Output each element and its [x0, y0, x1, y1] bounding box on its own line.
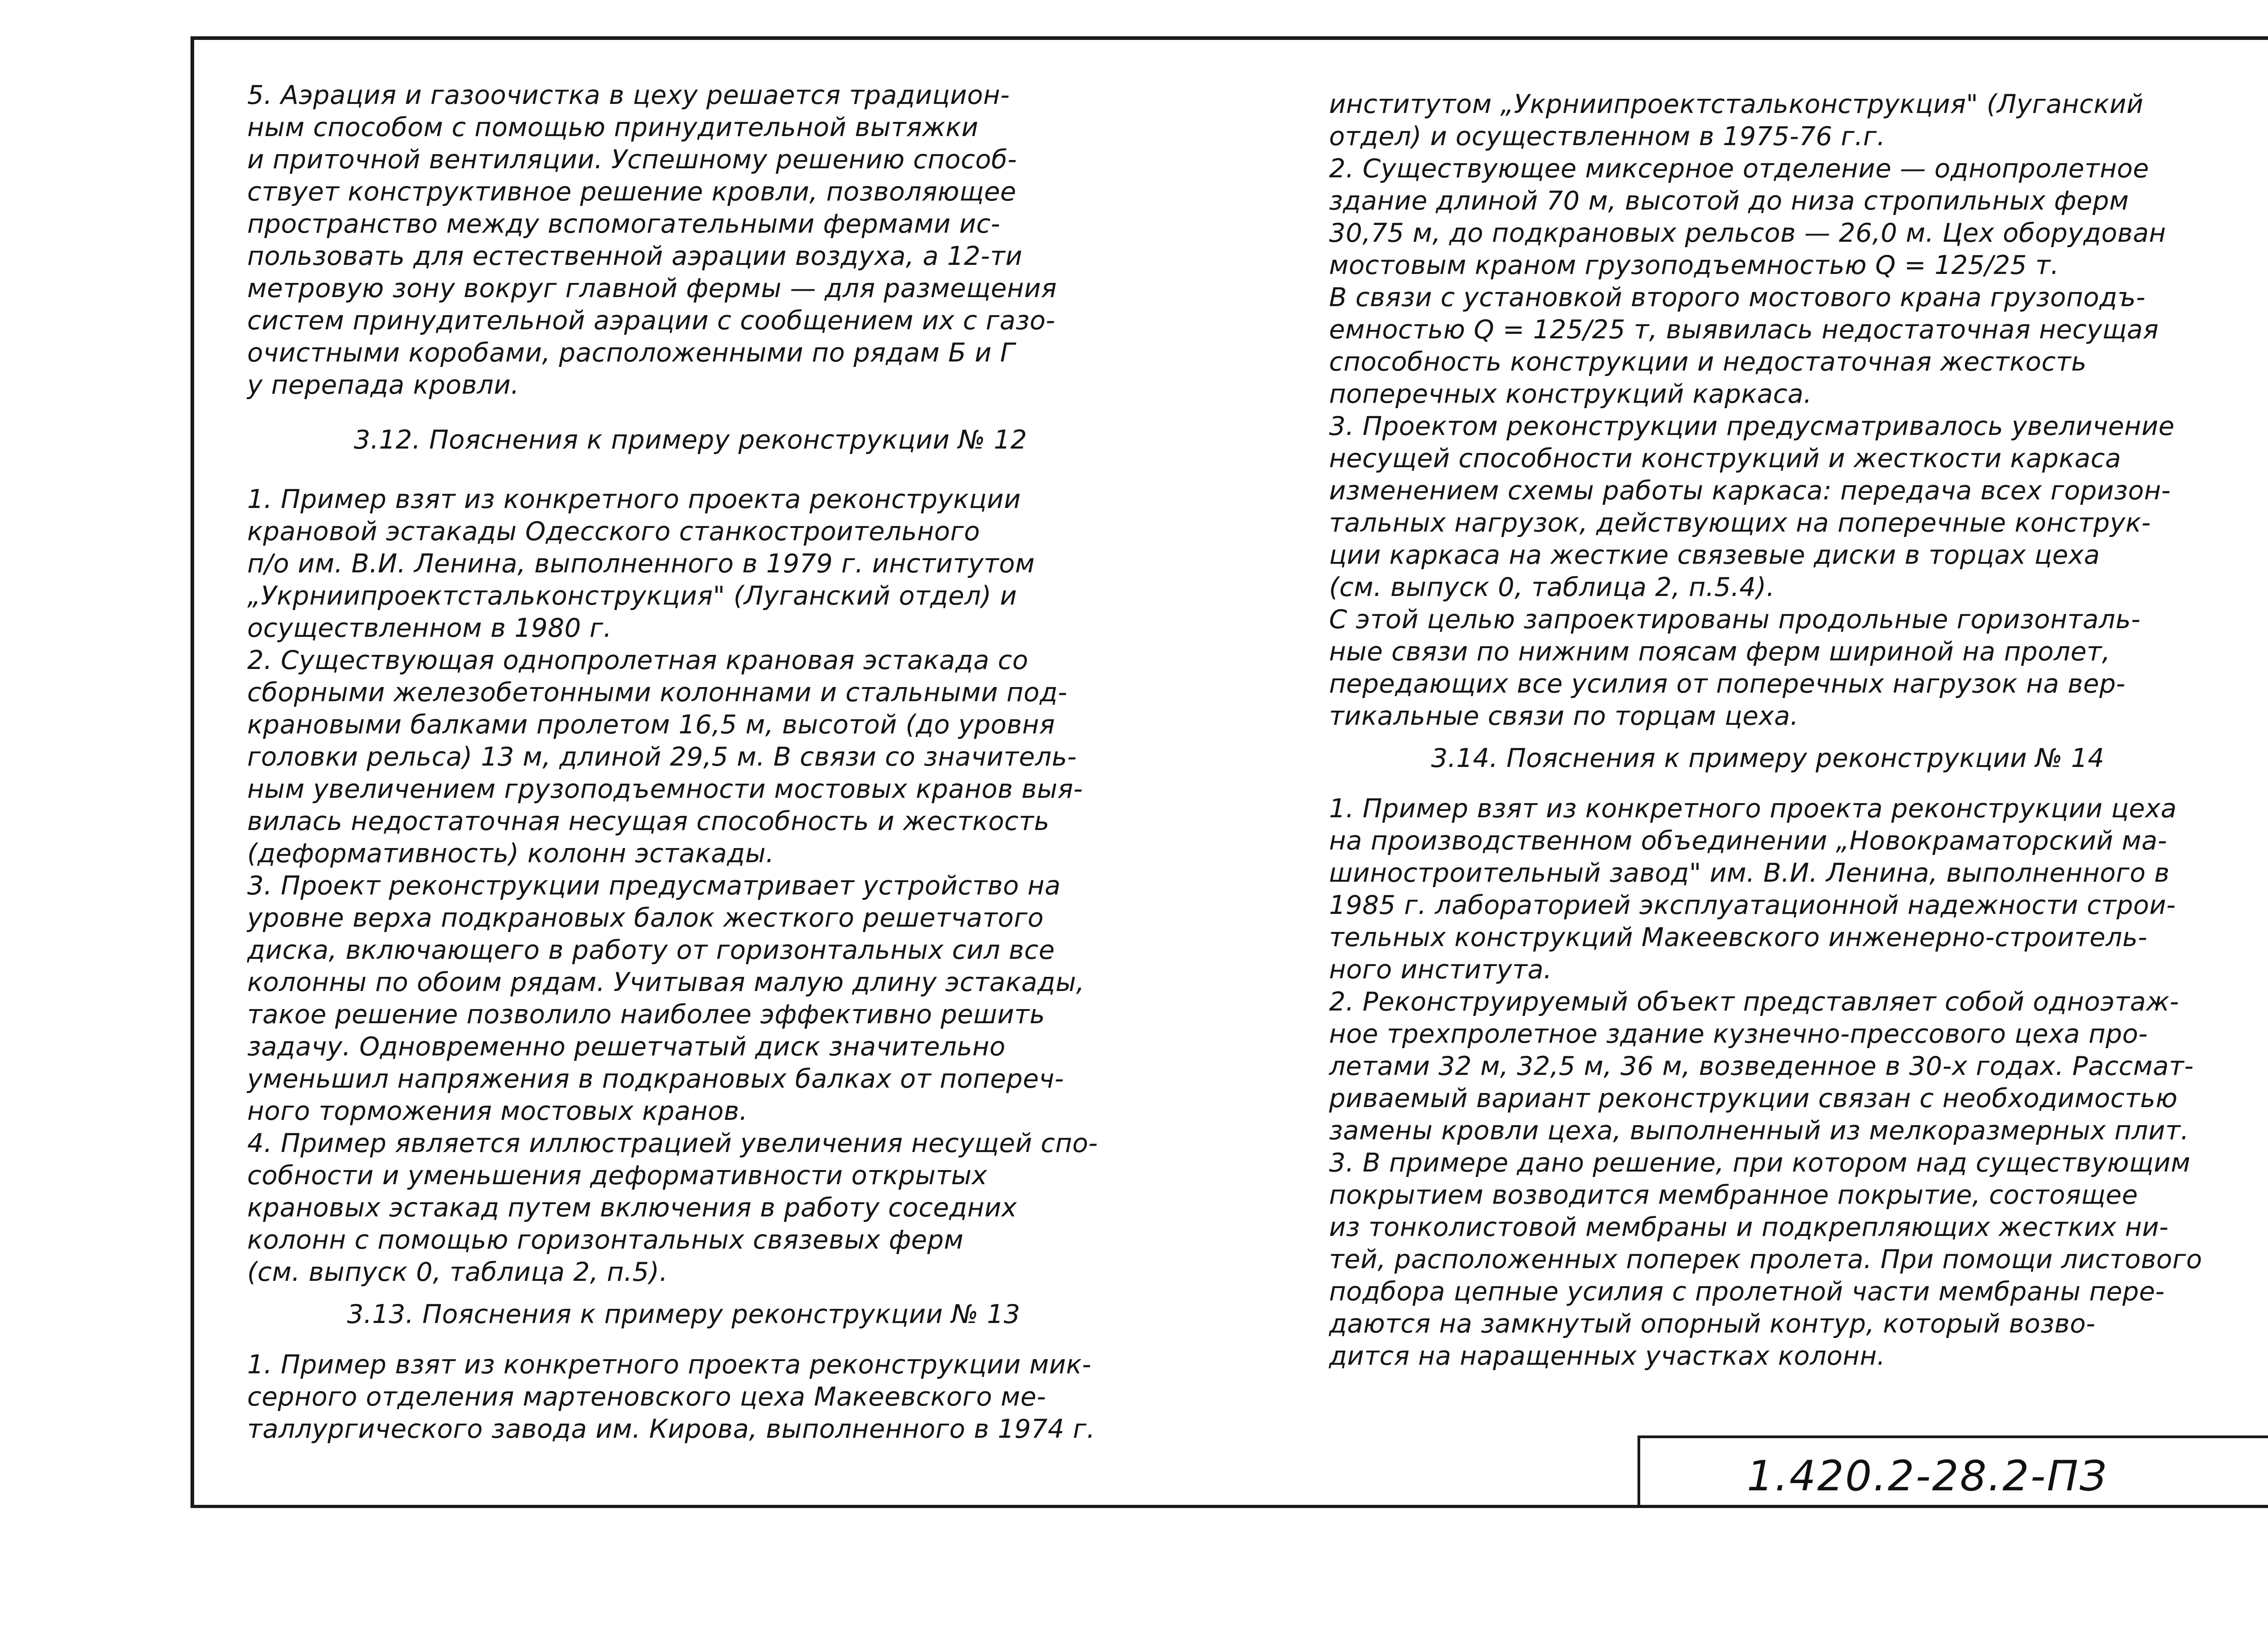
section-heading-12: 3.12. Пояснения к примеру реконструкции № 12	[354, 425, 1027, 455]
title-block-stamp	[1637, 1435, 2268, 1505]
s13-item-3: 3. Проектом реконструкции предусматривалось увеличение несущей способности конструкций и жесткости каркаса изменением схемы работы каркаса: передача всех горизон- тальных нагрузок, действующих на поперечные конструк- ции каркаса на жесткие связевые диски в торцах цеха (см. выпуск 0, таблица 2, п.5.4). С этой целью запроектированы продольные горизонталь- ные связи по нижним поясам ферм шириной на пролет, передающих все усилия от поперечных нагрузок на вер- тикальные связи по торцам цеха.	[1329, 411, 2175, 731]
s12-item-4: 4. Пример является иллюстрацией увеличения несущей спо- собности и уменьшения деформативности открытых крановых эстакад путем включения в работу соседних колонн с помощью горизонтальных связевых ферм (см. выпуск 0, таблица 2, п.5).	[247, 1128, 1098, 1287]
s13-item-1-part1: 1. Пример взят из конкретного проекта реконструкции мик- серного отделения мартеновского цеха Макеевского ме- таллургического завода им. Кирова, выполненного в 1974 г.	[247, 1350, 1095, 1444]
s13-item-2: 2. Существующее миксерное отделение — однопролетное здание длиной 70 м, высотой до низа стропильных ферм 30,75 м, до подкрановых рельсов — 26,0 м. Цех оборудован мостовым краном грузоподъемностью Q = 125/25 т. В связи с установкой второго мостового крана грузоподъ- емностью Q = 125/25 т, выявилась недостаточная несущая способность конструкции и недостаточная жесткость поперечных конструкций каркаса.	[1329, 154, 2166, 409]
s14-item-2: 2. Реконструируемый объект представляет собой одноэтаж- ное трехпролетное здание кузнечно-прессового цеха про- летами 32 м, 32,5 м, 36 м, возведенное в 30-х годах. Рассмат- риваемый вариант реконструкции связан с необходимостью замены кровли цеха, выполненный из мелкоразмерных плит.	[1329, 987, 2194, 1146]
section-heading-14: 3.14. Пояснения к примеру реконструкции № 14	[1431, 743, 2105, 773]
s12-item-2: 2. Существующая однопролетная крановая эстакада со сборными железобетонными колоннами и стальными под- крановыми балками пролетом 16,5 м, высотой (до уровня головки рельса) 13 м, длиной 29,5 м. В связи со значитель- ным увеличением грузоподъемности мостовых кранов выя- вилась недостаточная несущая способность и жесткость (деформативность) колонн эстакады.	[247, 645, 1083, 869]
document-code: 1.420.2-28.2-ПЗ	[1747, 1452, 2108, 1500]
s14-item-1: 1. Пример взят из конкретного проекта реконструкции цеха на производственном объединении „Новокраматорский ма- шиностроительный завод" им. В.И. Ленина, выполненного в 1985 г. лабораторией эксплуатационной надежности строи- тельных конструкций Макеевского инженерно-строитель- ного института.	[1329, 794, 2177, 985]
right-column	[1329, 88, 2268, 1372]
s12-item-1: 1. Пример взят из конкретного проекта реконструкции крановой эстакады Одесского станкостроительного п/о им. В.И. Ленина, выполненного в 1979 г. институтом „Укрниипроектстальконструкция" (Луганский отдел) и осуществленном в 1980 г.	[247, 484, 1035, 643]
s14-item-3: 3. В примере дано решение, при котором над существующим покрытием возводится мембранное покрытие, состоящее из тонколистовой мембраны и подкрепляющих жестких ни- тей, расположенных поперек пролета. При помощи листового подбора цепные усилия с пролетной части мембраны пере- даются на замкнутый опорный контур, который возво- дится на наращенных участках колонн.	[1329, 1148, 2202, 1371]
paragraph-aeration: 5. Аэрация и газоочистка в цеху решается традицион- ным способом с помощью принудительной вытяжки и приточной вентиляции. Успешному решению способ- ствует конструктивное решение кровли, позволяющее пространство между вспомогательными фермами ис- пользовать для естественной аэрации воздуха, а 12-ти метровую зону вокруг главной фермы — для размещения систем принудительной аэрации с сообщением их с газо- очистными коробами, расположенными по рядам Б и Г у перепада кровли.	[247, 80, 1057, 400]
section-heading-13: 3.13. Пояснения к примеру реконструкции № 13	[347, 1299, 1021, 1329]
s13-item-1-part2: институтом „Укрниипроектстальконструкция" (Луганский отдел) и осуществленном в 1975-76 г.г.	[1329, 89, 2144, 151]
s12-item-3: 3. Проект реконструкции предусматривает устройство на уровне верха подкрановых балок жесткого решетчатого диска, включающего в работу от горизонтальных сил все колонны по обоим рядам. Учитывая малую длину эстакады, такое решение позволило наиболее эффективно решить задачу. Одновременно решетчатый диск значительно уменьшил напряжения в подкрановых балках от попереч- ного торможения мостовых кранов.	[247, 871, 1085, 1126]
left-column	[247, 79, 1195, 1445]
